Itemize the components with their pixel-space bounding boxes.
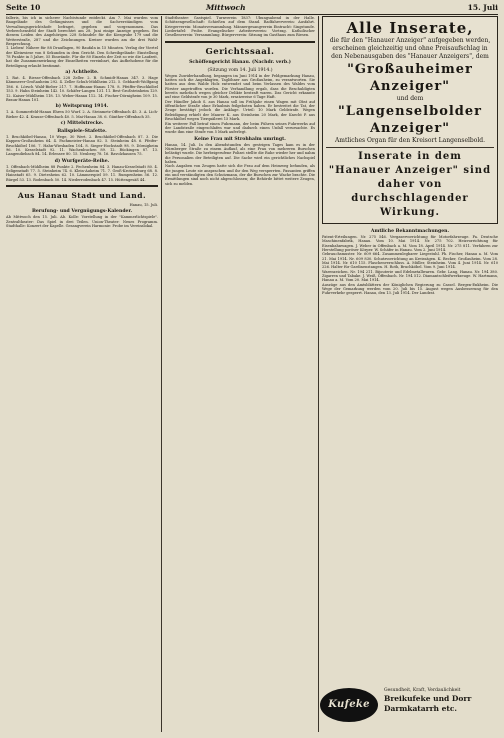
paragraph: Hanau, 14. Juli. In den Abendstunden des gestrigen Tages kam es in der Nürnberger Straße zu einem Auflauf, als eine Frau von mehreren Burschen belästigt wurde. Die herbeigerufene Polizei stellte die Ruhe wieder her und nahm die Personalien der Beteiligten auf. Die Sache wird ein gerichtliches Nachspiel haben. (165, 142, 315, 164)
dateline: Hanau, 15. Juli. (129, 202, 158, 207)
column-rule (161, 16, 162, 732)
paragraph: Warenzeichen. Nr. 194 211. Bijouterie und Edelmetallwaren. Gebr. Lang, Hanau. Nr. 194 380. Zigarren und Tabake. J. Weiß, Offenbach. Nr. 194 512. Diamantschleifwerkzeuge. W. Hartmann, Hanau a. M. Vom 20. Mai 1914. (322, 269, 498, 283)
session-date: (Sitzung vom 14. Juli 1914.) (207, 67, 273, 73)
results-list: 1. Bruchköbel-Hanau, 10 Wege, 30 Wert. 2. Bruchköbel-Offenbach 87. 3. Die Kappen-Großauheim 64. 4. Fachmeister-Hanau 82. 5. Steinheim 48. 6. Pfeifer-Bruchköbel 106. 7. Hahn-Wiesbaden 104. 8. Sieger-Hochstadt 98. 9. Dörnigheim 96. 10. Kesselstadt 92. 11. Wachenbuchen 89. 12. Rückingen 87. 13. Langendiebach 84. 14. Erlensee 80. 15. Neuberg 78. 16. Ravolzhausen 75. (6, 134, 158, 157)
court-section-title: Gerichtssaal. (205, 46, 275, 57)
section-heading: b) Weitsprung 1914. (55, 104, 109, 110)
section-heading: d) Wurfgeräte-Reihe. (54, 158, 110, 164)
court-subtitle: Schöffengericht Hanau. (Nachdr. verb.) (189, 59, 291, 65)
ad-paper-1: "Großauheimer Anzeiger" (347, 62, 473, 94)
kufeke-text: Gesundheit, Kraft, Verdaulichkeit Breikufeke und Dorr Darmkatarrh etc. (384, 688, 472, 713)
advertisement-box (322, 16, 498, 224)
column-rule (318, 16, 319, 732)
paragraph: Auszüge aus den Amtsblättern der Königlichen Regierung zu Cassel. Bergen-Enkheim. Die Wege der Gemarkung werden vom 20. Juli bis 15. August wegen Ausbesserung für den Fuhrverkehr gesperrt. Hanau, den 13. Juli 1914. Der Landrat. (322, 282, 498, 296)
section-heading: c) Mittelstrecke. (60, 120, 104, 126)
paragraph: Patent-Erteilungen. Nr. 275 546. Vergaservorrichtung für Motorfahrzeuge. Fa. Deutsche Maschinenfabrik, Hanau. Vom 10. Mai 1914. Nr. 275 702. Heizvorrichtung für Eisenbahnwagen. J. Weber in Offenbach a. M. Vom 18. April 1914. Nr. 275 811. Verfahren zur Herstellung poröser Körper. W. Schäfer in Hanau. Vom 2. Juni 1914. (322, 235, 498, 253)
section-subheading: Ballspiele-Stafette. (57, 128, 107, 134)
ad-paper-2: "Langenselbolder Anzeiger" (337, 104, 483, 136)
divider (6, 185, 158, 187)
paragraph: 1. Lieben! Nähere für 88 Drauflagen, 90 Baufaln in 15 Minuten. Verlag der Viertel der Kleinwiese von 8 Sekunden in dem Gericht. Den Schreibgelände: Einstellung 78 Punkte in 5 Jahre, 55 Einwände. Für die 80 Einzeln der Zeit so wie die Laufzeit, hat die Zusammenwirkung der Einzelheiten vereinbart, das Aufbehobene für die Beteiligung erlaubt bestimmt. (6, 46, 158, 68)
column-3 (322, 16, 498, 682)
section-title: Mittwoch (206, 3, 246, 12)
calendar-heading: Berufung- und Vergnügungs-Kalender. (31, 209, 133, 215)
column-1 (6, 16, 158, 734)
paragraph: Wegen Zuwiderhandlung, begangen im Juni 1914 in der Feldgemarkung Hanau, hatten sich die Angeklagten, Taglöhner aus Großauheim, zu verantworten. Sie hatten aus dem Walde Holz entwendet und beim Verlassen des Waldes vom Förster angetroffen worden. Die Verhandlung ergab, dass die Beschuldigten bereits mehrfach wegen gleicher Delikte bestraft waren. Das Gericht erkannte auf eine Geldstrafe von je 30 Mark, ersatzweise 6 Tage Haft. (165, 73, 315, 100)
paragraph: Gebrauchsmuster. Nr. 609 664. Zusammenlegbarer Liegestuhl. Ph. Fischer, Hanau a. M. Vom 21. Mai 1914. Nr. 609 830. Schutzvorrichtung an Kreissägen. K. Becker, Großauheim. Vom 28. Mai 1914. Nr. 610 115. Flaschenverschluss. A. Müller, Steinheim. Vom 4. Juni 1914. Nr. 610 226. Halter für Gardinenstangen. H. Roth, Bruchköbel. Vom 9. Juni 1914. (322, 252, 498, 270)
paragraph: Ein weiterer Fall betraf einen Fuhrmann, der beim Führen seines Fuhrwerks auf der Landstraße eingeschlafen war und dadurch einen Unfall verursachte. Es wurde ihm eine Strafe von 5 Mark auferlegt. (165, 121, 315, 135)
paragraph: falleris, bis ich in sicherer Nachtstunde entdeckt. Am 7. Mai wurden vom Baugelände des Gefängnisses und die Sachverständigen vom Verwaltungsgerichtshofe befraget, gegeben und vorgenommen. Das Verbrechensfeld der Stadt berechtet am 28. Juni einige Anzeige gegeben. Bei diesem Leiden des Angehörigen 228 Schindele für die Kiesgrube 179 und die Wetterstraße, 287 und die Zeichnungen. Kreiser wurden am die drei Wahl-Besprechung. (6, 16, 158, 47)
page-header (6, 2, 498, 15)
divider (165, 41, 315, 43)
kufeke-logo: Kufeke (320, 688, 378, 722)
paragraph: Nach Angaben von Zeugen hatte sich die Frau auf dem Heimweg befunden, als die jungen Leute sie ansprachen und ihr den Weg versperrten. Passanten griffen ein und verständigten den Schutzmann, der die Burschen zur Wache brachte. Die Ermittlungen sind noch nicht abgeschlossen; die Behörde bittet weitere Zeugen, sich zu melden. (165, 164, 315, 186)
calendar-text: Ab Mittwoch den 15. Juli. Ab. Kolle: Vorstellung in der "Kammerlichtspiele". Zentraltheater: Das Spiel in drei Teilen. Union-Theater: Neues Programm. Stadthalle: Konzert der Kapelle. Gesangverein Harmonie: Probe im Vereinslokal. (6, 215, 158, 228)
local-news-title: Aus Hanau Stadt und Land. (17, 190, 147, 200)
column-2 (165, 16, 315, 734)
article-heading: Keine Frau mit Strohhalm umringt. (194, 136, 286, 142)
page-number: Seite 10 (6, 3, 41, 12)
ad-intro: die für den "Hanauer Anzeiger" aufgegeben werden, erscheinen gleichzeitig und ohne Preisaufschlag in den Nebenausgaben des "Hanauer Anzeigers", dem (329, 37, 491, 60)
issue-date: 15. Juli (467, 3, 498, 12)
ad-connector: und dem (396, 95, 424, 102)
results-list: 1. A. Sommerfeld-Hanau Ehren 50 Wurf. 2. A. Steinmetz-Offenbach 45. 3. A. Lich-Bieber 42. 4. Krause-Offenbach 40. 5. Mai-Hanau 38. 6. Günther-Offenbach 35. (6, 110, 158, 119)
paragraph: Der Händler Jakob S. aus Hanau soll im Frühjahr einen Wagen mit Obst auf öffentlicher Straße ohne Erlaubnis feilgeboten haben. Er bestreitet die Tat, der Zeuge bestätigt jedoch die Anklage. Urteil: 10 Mark Geldstrafe. Wegen Beleidigung erhielt der Maurer K. aus Steinheim 20 Mark, der Knecht P. aus Bruchköbel wegen Tierquälerei 15 Mark. (165, 99, 315, 122)
results-list: 1. Rat. 4. Riesse-Offenbach 228 Zeller. 2. B. Schmidt-Hanau 347. 3. Hage Kämmerer-Großauheim 292. 4. Zeller Schuh-Mühlheim 212. 5. Gebhardt-Wolfgang 186. 6. Lörsch Wald-Bieber 217. 7. Hoffmann-Hanau 178. 8. Pfeiffer-Bruchköbel 153. 9. Hahn Steinheim 142. 10. Schäfer-Langen 131. 11. Best-Großsteinheim 129. 12. Kaiser-Mühlheim 118. 13. Weber-Hanau 112. 14. Fischer-Dörnigheim 109. 15. Braun-Hanau 101. (6, 76, 158, 102)
ad-note: Amtliches Organ für den Kreisort Langenselbold. (334, 137, 486, 144)
kufeke-ad (320, 686, 490, 728)
ad-headline: Alle Inserate, (346, 19, 474, 37)
ad-slogan: Inserate in dem "Hanauer Anzeiger" sind daher von durchschlagender Wirkung. (328, 151, 492, 218)
results-list: 1. Offenbach-Mühlheim 88 Punkte 2. Fechenheim 84. 3. Hanau-Kesselstadt 80. 4. Seligenstadt 77. 5. Steinheim 74. 6. Klein-Auheim 71. 7. Groß-Krotzenburg 68. 8. Hainstadt 65. 9. Dietesheim 62. 10. Lämmerspiel 59. 11. Rumpenheim 56. 12. Bürgel 53. 13. Rodenbach 50. 14. Niederrodenbach 47. 15. Hüttengesäß 44. (6, 164, 158, 182)
divider (326, 147, 494, 148)
section-heading: Amtliche Bekanntmachungen. (370, 229, 450, 234)
paragraph: Stadttheater: Gastspiel. Turnverein 1837: Übungsabend in der Halle. Schützengesellschaft: Schießen auf dem Stand. Radfahrerverein: Ausfahrt. Kriegerverein: Monatsversammlung. Männergesangverein Eintracht: Singstunde. Liedertafel: Probe. Evangelischer Arbeiterverein: Vortrag. Katholischer Gesellenverein: Versammlung. Bürgerverein: Sitzung im Gasthaus zum Riesen. (165, 16, 315, 38)
section-heading: a) Achtheite. (65, 70, 99, 76)
